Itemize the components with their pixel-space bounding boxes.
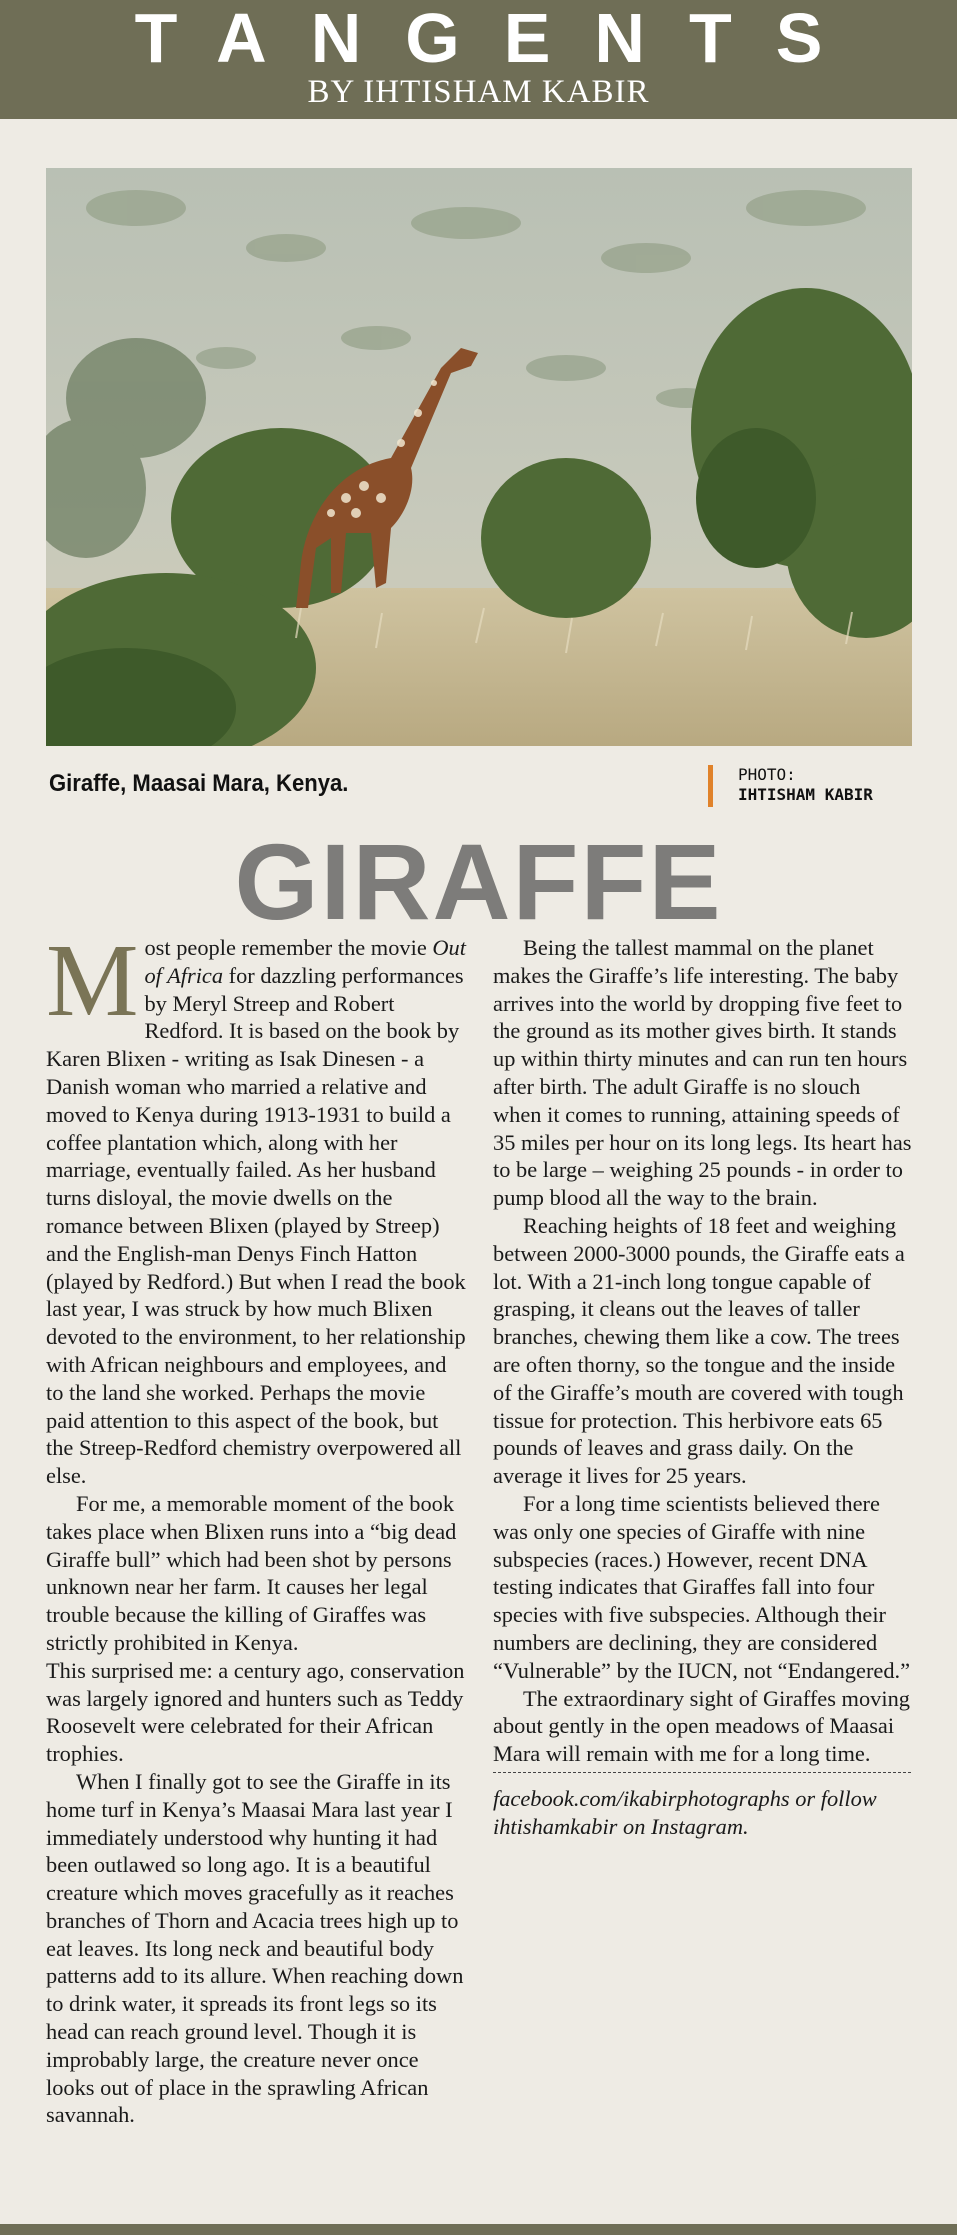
article-paragraph-4: When I finally got to see the Giraffe in its home turf in Kenya’s Maasai Mara last year I immediately understood why hunting it had been outlawed so long ago. It is a beautiful creature which moves gracefully as it reaches branches of Thorn and Acacia trees high up to eat leaves. Its long neck and beautiful body patterns add to its allure. When reaching down to drink water, it spreads its front legs so its head can reach ground level. Though it is improbably large, the creature never once looks out of place in the sprawling African savannah. (46, 1768, 464, 2128)
photo-caption: Giraffe, Maasai Mara, Kenya. (49, 770, 349, 797)
social-media-note: facebook.com/ikabirphotographs or follow ihtishamkabir on Instagram. (493, 1785, 877, 1839)
giraffe-photo-illustration (46, 168, 912, 746)
article-paragraph-3: This surprised me: a century ago, conservation was largely ignored and hunters such as Teddy Roosevelt were celebrated for their African trophies. (46, 1657, 465, 1767)
article-headline: GIRAFFE (234, 821, 723, 942)
photo-credit (708, 765, 943, 807)
article-paragraph-5: Being the tallest mammal on the planet makes the Giraffe’s life interesting. The baby arrives into the world by dropping five feet to the ground as its mother gives birth. It stands up within thirty minutes and can run ten hours after birth. The adult Giraffe is no slouch when it comes to running, attaining speeds of 35 miles per hour on its long legs. Its heart has to be large – weighing 25 pounds - in order to pump blood all the way to the brain. (493, 935, 912, 1211)
drop-cap: M (46, 923, 139, 1038)
bottom-border (0, 2224, 957, 2235)
article-paragraph-6: Reaching heights of 18 feet and weighing between 2000-3000 pounds, the Giraffe eats a lot. With a 21-inch long tongue capable of grasping, it cleans out the leaves of taller branches, chewing them like a cow. The trees are often thorny, so the tongue and the inside of the Giraffe’s mouth are covered with tough tissue for protection. This herbivore eats 65 pounds of leaves and grass daily. On the average it lives for 25 years. (493, 1212, 905, 1489)
paragraph-text: ost people remember the movie (144, 935, 433, 960)
photo-credit-name: IHTISHAM KABIR (738, 785, 873, 804)
article-column-left (46, 923, 466, 2129)
column-title: TANGENTS (134, 0, 867, 77)
giraffe-photo (46, 168, 912, 746)
separator-rule (493, 1772, 911, 1773)
article-paragraph-7: For a long time scientists believed there was only one species of Giraffe with nine subspecies (races.) However, recent DNA testing indicates that Giraffes fall into four species with five subspecies. Although their numbers are declining, they are considered “Vulnerable” by the IUCN, not “Endangered.” (493, 1490, 911, 1683)
article-paragraph-8: The extraordinary sight of Giraffes moving about gently in the open meadows of Maasai Mara will remain with me for a long time. (493, 1685, 910, 1767)
byline: BY IHTISHAM KABIR (307, 74, 650, 110)
article-paragraph-1 (46, 923, 466, 1490)
column-masthead (0, 0, 957, 119)
paragraph-text: for dazzling performances by Meryl Streep and Robert Redford. It is based on the book by Karen Blixen - writing as Isak Dinesen - a Danish woman who married a relative and moved to Kenya during 1913-1931 to build a coffee plantation which, along with her marriage, eventually failed. As her husband turns disloyal, the movie dwells on the romance between Blixen (played by Streep) and the English-man Denys Finch Hatton (played by Redford.) But when I read the book last year, I was struck by how much Blixen devoted to the environment, to her relationship with African neighbours and employees, and to the land she worked. Perhaps the movie paid attention to this aspect of the book, but the Streep-Redford chemistry overpowered all else. (46, 962, 466, 1489)
film-title: Out of Africa (144, 935, 466, 988)
article-paragraph-2: For me, a memorable moment of the book takes place when Blixen runs into a “big dead Giraffe bull” which had been shot by persons unknown near her farm. It causes her legal trouble because the killing of Giraffes was strictly prohibited in Kenya. (46, 1490, 457, 1655)
article-column-right (493, 934, 913, 1841)
photo-credit-label: PHOTO: (738, 765, 796, 784)
